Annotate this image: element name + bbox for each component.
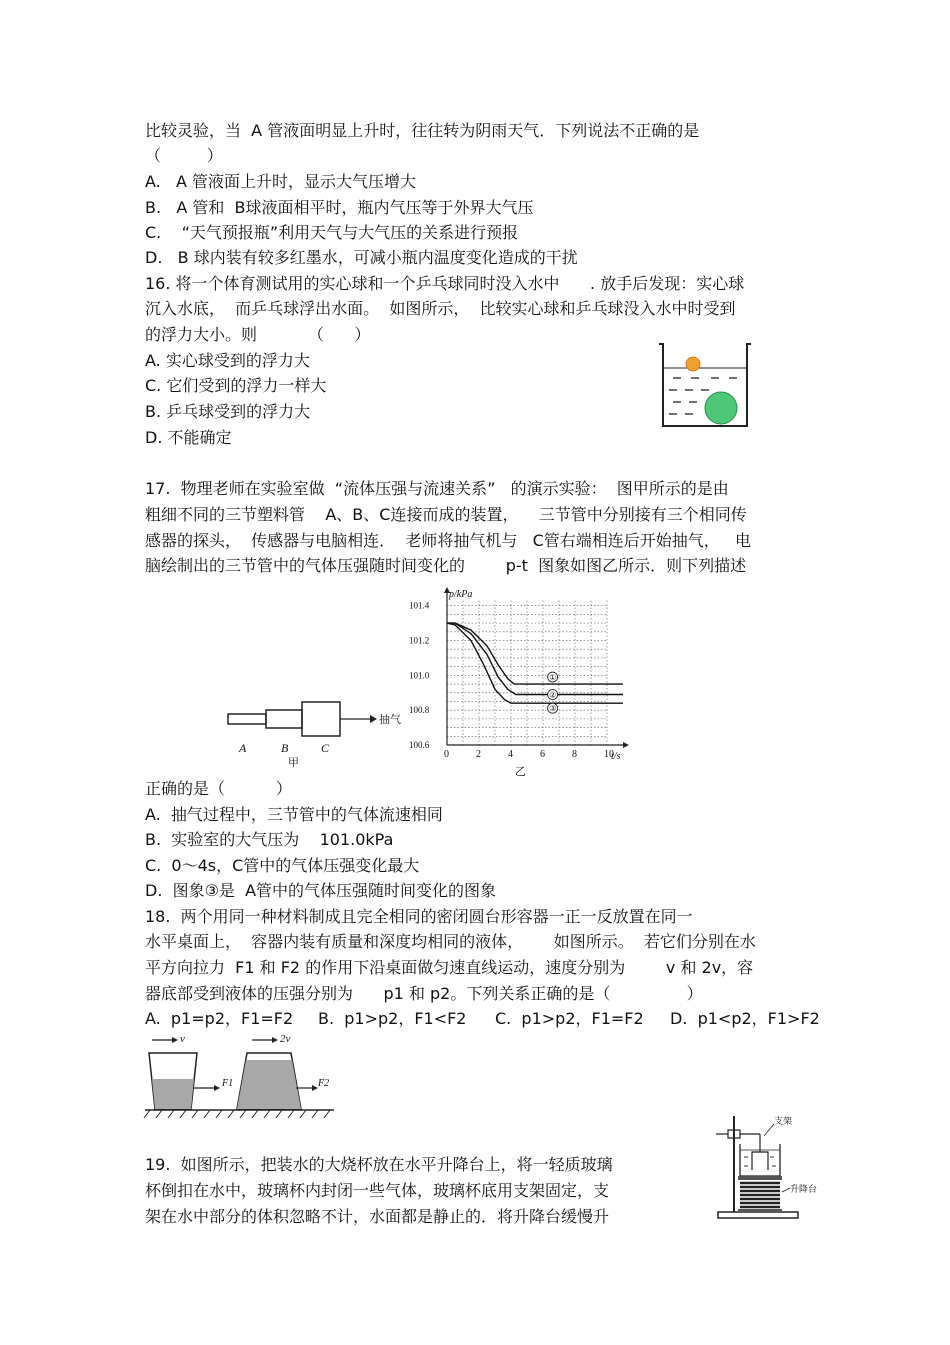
q15-option-d: D. B 球内装有较多红墨水，可减小瓶内温度变化造成的干扰 <box>145 248 578 267</box>
series-label-2: ② <box>549 690 557 700</box>
beaker-figure <box>655 338 755 430</box>
q16-option-c: C. 它们受到的浮力一样大 <box>145 376 327 395</box>
q17-option-c: C. 0～4s，C管中的气体压强变化最大 <box>145 856 420 875</box>
ping-pong-ball <box>686 357 700 371</box>
x-tick-label: 8 <box>572 749 577 760</box>
q18-option-d: D. p1<p2，F1>F2 <box>670 1009 820 1028</box>
y-tick-label: 100.8 <box>409 705 430 716</box>
q15-option-a: A. A 管液面上升时，显示大气压增大 <box>145 172 417 191</box>
series-label-3: ③ <box>549 704 557 714</box>
figure-caption-jia: 甲 <box>288 757 299 769</box>
q17-option-a: A. 抽气过程中，三节管中的气体流速相同 <box>145 805 443 824</box>
q16-line-1: 16. 将一个体育测试用的实心球和一个乒乓球同时没入水中 . 放手后发现：实心球 <box>145 274 745 293</box>
label-stand: 支架 <box>774 1116 793 1126</box>
x-tick-label: 0 <box>444 749 449 760</box>
y-tick-label: 100.6 <box>409 740 430 750</box>
q17-line-2: 粗细不同的三节塑料管 A、B、C连接而成的装置， 三节管中分别接有三个相同传 <box>145 505 747 524</box>
q15-paren: （ ） <box>145 146 223 165</box>
x-tick-label: 2 <box>476 749 481 760</box>
q16-line-2: 沉入水底， 而乒乓球浮出水面。 如图所示， 比较实心球和乒乓球没入水中时受到 <box>145 299 736 318</box>
chart-ylabel: p/kPa <box>449 589 473 600</box>
pressure-time-chart <box>405 585 635 780</box>
chart-xlabel: t/s <box>611 751 621 762</box>
arrow-label: 抽气 <box>379 714 401 726</box>
q19-line-1: 19. 如图所示，把装水的大烧杯放在水平升降台上，将一轻质玻璃 <box>145 1155 613 1174</box>
q18-option-a: A. p1=p2，F1=F2 <box>145 1009 294 1028</box>
x-tick-label: 10 <box>604 749 614 760</box>
lift-platform-figure <box>712 1110 827 1226</box>
q16-line-3: 的浮力大小。则 （ ） <box>145 325 371 344</box>
series-line-3 <box>447 623 623 703</box>
force-label-f1: F1 <box>222 1078 234 1089</box>
q18-line-1: 18. 两个用同一种材料制成且完全相同的密闭圆台形容器一正一反放置在同一 <box>145 907 693 926</box>
x-tick-label: 4 <box>508 749 513 760</box>
q17-line-1: 17. 物理老师在实验室做 “流体压强与流速关系” 的演示实验： 图甲所示的是由 <box>145 479 729 498</box>
q18-line-3: 平方向拉力 F1 和 F2 的作用下沿桌面做匀速直线运动，速度分别为 v 和 2v，容 <box>145 958 754 977</box>
q15-option-c: C. “天气预报瓶”利用天气与大气压的关系进行预报 <box>145 223 519 242</box>
y-tick-label: 101.2 <box>409 635 430 646</box>
force-label-f2: F2 <box>318 1078 330 1089</box>
tube-label-b: B <box>281 741 289 755</box>
series-line-1 <box>447 623 623 684</box>
q16-option-d: D. 不能确定 <box>145 428 232 447</box>
q17-option-d: D. 图象③是 A管中的气体压强随时间变化的图象 <box>145 881 497 900</box>
y-tick-label: 101.4 <box>409 600 430 611</box>
q17-after: 正确的是（ ） <box>145 779 292 798</box>
velocity-label-2v: 2v <box>280 1033 291 1045</box>
q19-line-2: 杯倒扣在水中，玻璃杯内封闭一些气体，玻璃杯底用支架固定，支 <box>145 1181 610 1200</box>
q16-option-a: A. 实心球受到的浮力大 <box>145 351 310 370</box>
q17-option-b: B. 实验室的大气压为 101.0kPa <box>145 830 394 849</box>
x-axis-arrow <box>623 742 629 748</box>
q18-option-b: B. p1>p2，F1<F2 <box>318 1009 467 1028</box>
series-label-1: ① <box>549 673 557 683</box>
q18-line-4: 器底部受到液体的压强分别为 p1 和 p2。下列关系正确的是（ ） <box>145 984 703 1003</box>
q15-option-b: B. A 管和 B球液面相平时，瓶内气压等于外界大气压 <box>145 198 534 217</box>
velocity-label-v: v <box>180 1033 185 1045</box>
chart-caption: 乙 <box>515 766 526 778</box>
tube-label-a: A <box>239 741 247 755</box>
q19-line-3: 架在水中部分的体积忽略不计，水面都是静止的．将升降台缓慢升 <box>145 1207 610 1226</box>
x-tick-label: 6 <box>540 749 545 760</box>
tube-apparatus-figure <box>225 690 415 770</box>
q15-stem: 比较灵验，当 A 管液面明显上升时，往往转为阴雨天气．下列说法不正确的是 <box>145 121 700 140</box>
tube-label-c: C <box>321 741 330 755</box>
containers-figure <box>142 1030 337 1122</box>
q18-option-c: C. p1>p2，F1=F2 <box>495 1009 644 1028</box>
label-lift-platform: 升降台 <box>790 1184 818 1194</box>
q17-line-4: 脑绘制出的三节管中的气体压强随时间变化的 p-t 图象如图乙所示．则下列描述 <box>145 556 747 575</box>
q18-line-2: 水平桌面上， 容器内装有质量和深度均相同的液体， 如图所示。 若它们分别在水 <box>145 932 756 951</box>
y-tick-label: 101.0 <box>409 670 430 681</box>
q16-option-b: B. 乒乓球受到的浮力大 <box>145 402 311 421</box>
q17-line-3: 感器的探头， 传感器与电脑相连． 老师将抽气机与 C管右端相连后开始抽气， 电 <box>145 531 752 550</box>
solid-ball <box>705 392 737 424</box>
